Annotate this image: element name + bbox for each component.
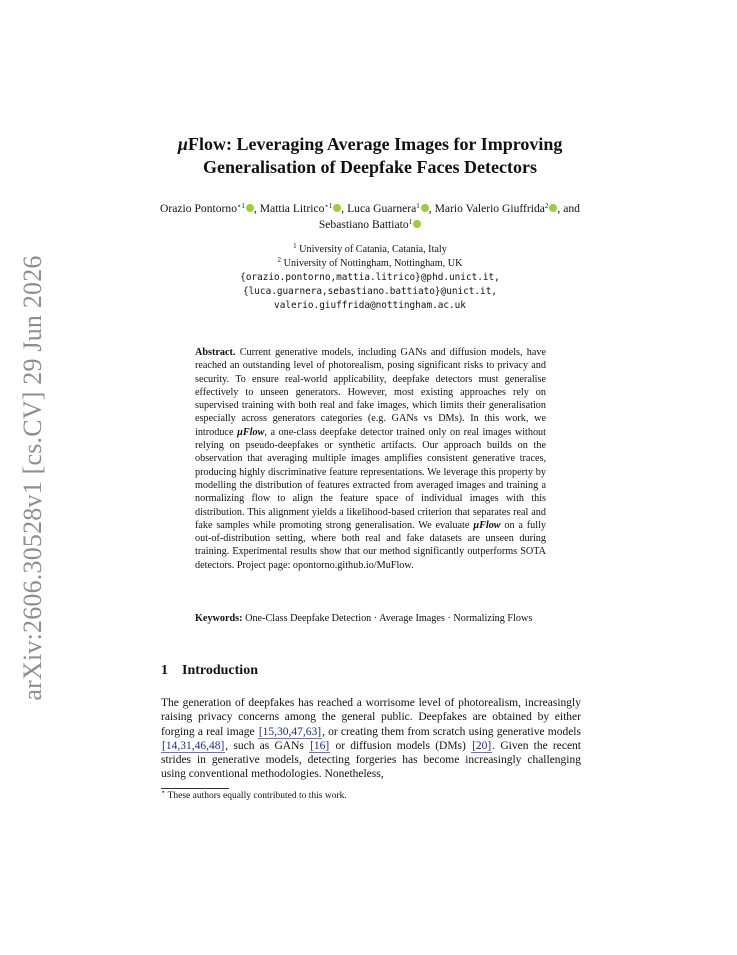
section-title: Introduction	[182, 663, 258, 678]
intro-paragraph	[161, 696, 581, 782]
citation-link[interactable]: [16]	[310, 739, 330, 752]
keywords	[195, 612, 546, 625]
abstract-text: , a one-class deepfake detector trained only on real images without relying on pseudo-deepfakes or synthetic artifacts. Our approach builds on the observation that averaging multiple images amplifies consistent generative traces, producing highly discriminative feature representations. We leverage this property by modelling the distribution of features extracted from averaged images and training a normalizing flow to align the feature space of individual images with this distribution. This alignment yields a likelihood-based criterion that separates real and fake samples while promoting strong generalisation. We evaluate	[195, 426, 546, 531]
abstract-text: Current generative models, including GANs and diffusion models, have reached an outstanding level of photorealism, posing significant risks to privacy and security. To ensure real-world applicability, deepfake detectors must generalise effectively to unseen generators. However, most existing approaches rely on supervised training with both real and fake images, which limits their generalisation especially across generators categories (e.g. GANs vs DMs). In this work, we introduce	[195, 347, 546, 438]
footnote	[161, 788, 347, 801]
section-heading	[161, 663, 258, 679]
citation-link[interactable]: [15,30,47,63]	[258, 725, 322, 738]
author-name: Mattia Litrico	[259, 202, 325, 215]
author-name: Sebastiano Battiato	[318, 218, 409, 231]
body-text: , or creating them from scratch using generative models	[322, 725, 581, 738]
author-affil-mark: ⋆1	[237, 202, 245, 210]
author-name: Mario Valerio Giuffrida	[434, 202, 545, 215]
affiliations	[150, 243, 590, 313]
arxiv-identifier: arXiv:2606.30528v1 [cs.CV] 29 Jun 2026	[18, 255, 47, 701]
footnote-mark: ⋆	[161, 788, 166, 796]
body-text: . Given the recent strides in generative models, detecting forgeries has become increasingly challenging using conventional methodologies. Nonetheless,	[161, 739, 581, 781]
section-number: 1	[161, 663, 168, 678]
affiliation-2: University of Nottingham, Nottingham, UK	[283, 258, 463, 269]
email-line-2[interactable]: {luca.guarnera,sebastiano.battiato}@unict.it,	[243, 286, 497, 297]
author-affil-mark: 1	[408, 218, 413, 226]
author-affil-mark: 1	[416, 202, 420, 210]
abstract	[195, 346, 546, 572]
orcid-icon[interactable]	[246, 204, 254, 212]
affiliation-1: University of Catania, Catania, Italy	[299, 244, 447, 255]
affil-mark: 2	[277, 256, 282, 264]
author-list: Orazio Pontorno$^{⋆1}$ , Mattia Litrico$^{⋆1}$ , Luca Guarnera$^1$ , Mario Valerio Giuffrida$^2$ , and Sebastiano Battiato$^1$	[160, 202, 580, 231]
footnote-text: These authors equally contributed to this work.	[165, 791, 347, 801]
method-name: µFlow	[237, 426, 265, 438]
method-name: µFlow	[473, 519, 501, 531]
body-text: or diffusion models (DMs)	[330, 739, 472, 752]
affil-mark: 1	[293, 242, 297, 250]
abstract-text: on a fully out-of-distribution setting, where both real and fake datasets are unseen during training. Experimental results show that our method significantly outperforms SOTA detectors. Project page: opontorno.github.io/MuFlow.	[195, 519, 546, 571]
email-line-3[interactable]: valerio.giuffrida@nottingham.ac.uk	[274, 300, 466, 311]
email-line-1[interactable]: {orazio.pontorno,mattia.litrico}@phd.unict.it,	[240, 272, 500, 283]
citation-link[interactable]: [20]	[472, 739, 492, 752]
orcid-icon[interactable]	[413, 220, 421, 228]
author-name: Luca Guarnera	[347, 202, 417, 215]
citation-link[interactable]: [14,31,46,48]	[162, 739, 225, 752]
body-text: , such as GANs	[225, 739, 310, 752]
orcid-icon[interactable]	[333, 204, 341, 212]
title-line-1: Flow: Leveraging Average Images for Improving	[187, 134, 563, 154]
body-text: The generation of deepfakes has reached a worrisome level of photorealism, increasingly raising privacy concerns among the general public. Deepfakes are obtained by either forging a real image	[161, 697, 581, 738]
footnote-rule	[161, 788, 229, 789]
abstract-label: Abstract.	[195, 347, 236, 358]
author-affil-mark: 2	[544, 202, 549, 210]
keywords-label: Keywords:	[195, 613, 243, 624]
orcid-icon[interactable]	[421, 204, 429, 212]
orcid-icon[interactable]	[549, 204, 557, 212]
author-affil-mark: ⋆1	[324, 202, 333, 210]
title-line-2: Generalisation of Deepfake Faces Detectors	[203, 157, 537, 177]
paper-title	[120, 133, 620, 179]
keywords-text: One-Class Deepfake Detection · Average Images · Normalizing Flows	[242, 613, 533, 624]
author-name: Orazio Pontorno	[160, 202, 237, 215]
title-mu: µ	[177, 134, 188, 154]
